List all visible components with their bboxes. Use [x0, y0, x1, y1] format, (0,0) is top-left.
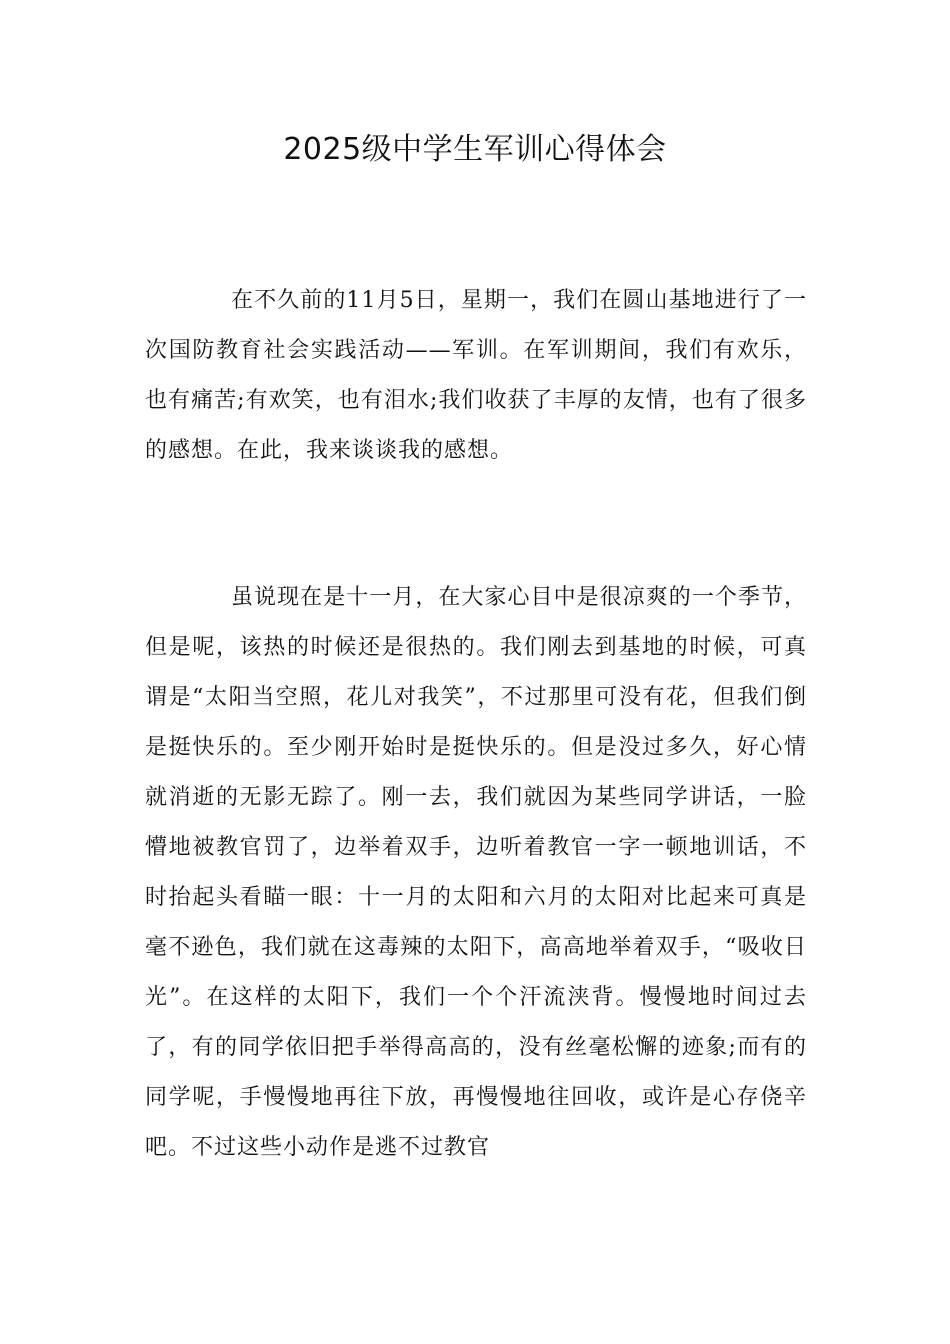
document-title: 2025级中学生军训心得体会 — [283, 132, 667, 167]
paragraph-2: 虽说现在是十一月，在大家心目中是很凉爽的一个季节，但是呢，该热的时候还是很热的。我们刚去到基地的时候，可真谓是“太阳当空照，花儿对我笑”，不过那里可没有花，但我们倒是挺快乐的。至少刚开始时是挺快乐的。但是没过多久，好心情就消逝的无影无踪了。刚一去，我们就因为某些同学讲话，一脸懵地被教官罚了，边举着双手，边听着教官一字一顿地训话，不时抬起头看瞄一眼：十一月的太阳和六月的太阳对比起来可真是毫不逊色，我们就在这毒辣的太阳下，高高地举着双手，“吸收日光”。在这样的太阳下，我们一个个汗流浃背。慢慢地时间过去了，有的同学依旧把手举得高高的，没有丝毫松懈的迹象;而有的同学呢，手慢慢地再往下放，再慢慢地往回收，或许是心存侥辛吧。不过这些小动作是逃不过教官 — [145, 585, 807, 1160]
paragraph-1: 在不久前的11月5日，星期一，我们在圆山基地进行了一次国防教育社会实践活动——军训。在军训期间，我们有欢乐，也有痛苦;有欢笑，也有泪水;我们收获了丰厚的友情，也有了很多的感想。在此，我来谈谈我的感想。 — [145, 288, 807, 463]
